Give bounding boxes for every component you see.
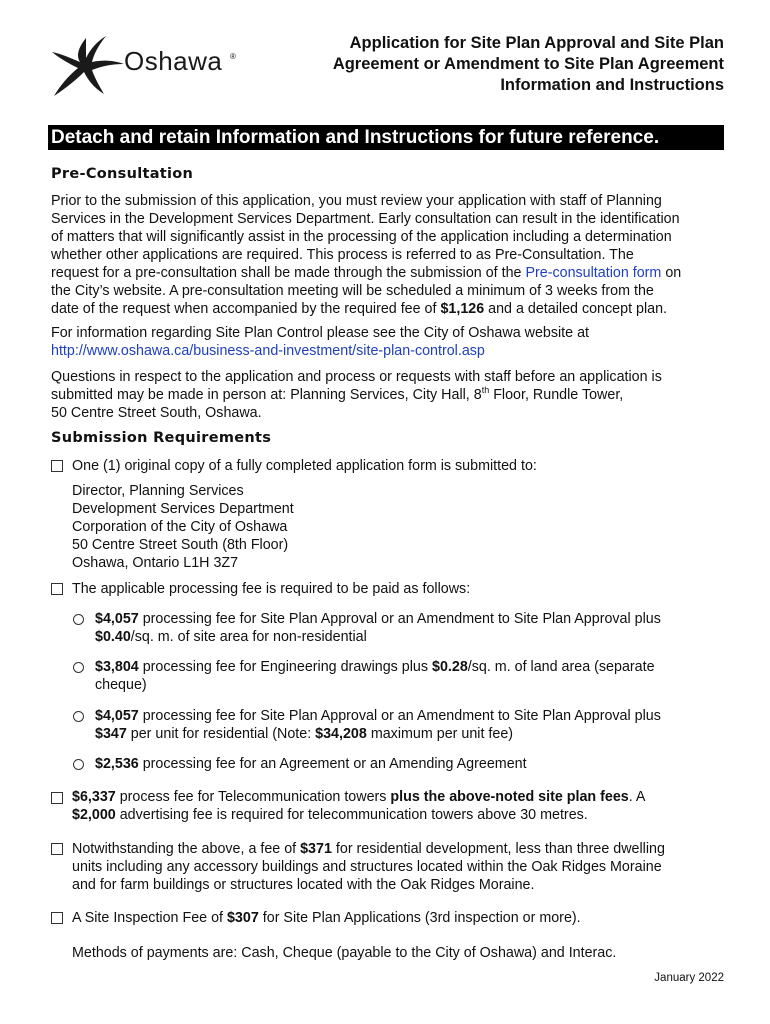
checkbox-telecom-towers[interactable] — [51, 792, 63, 804]
text-span: A Site Inspection Fee of — [72, 910, 227, 926]
title-line: Application for Site Plan Approval and Site Plan — [349, 34, 724, 52]
text-span: and a detailed concept plan. — [484, 301, 668, 317]
text-span: Notwithstanding the above, a fee of — [72, 841, 301, 857]
text-span: processing fee for an Agreement or an Amending Agreement — [138, 756, 527, 772]
text-line: Questions in respect to the application and process or requests with staff before an application is — [51, 369, 662, 385]
detach-banner: Detach and retain Information and Instructions for future reference. — [48, 125, 724, 150]
text-span: submitted may be made in person at: Planning Services, City Hall, 8 — [51, 387, 482, 403]
text-span: for Site Plan Applications (3rd inspection or more). — [258, 910, 581, 926]
text-line: Services in the Development Services Department. Early consultation can result in the identification — [51, 211, 680, 227]
fee-amount: $34,208 — [315, 726, 367, 742]
fee-amount: $307 — [226, 910, 259, 926]
text-line: For information regarding Site Plan Control please see the City of Oshawa website at — [51, 325, 589, 341]
text-line — [51, 300, 731, 318]
checkbox-original-copy[interactable] — [51, 460, 63, 472]
address-line: Development Services Department — [72, 501, 294, 517]
pre-consultation-heading: Pre-Consultation — [51, 166, 194, 182]
text-line: Methods of payments are: Cash, Cheque (payable to the City of Oshawa) and Interac. — [72, 945, 617, 961]
fee-amount: $0.40 — [95, 629, 131, 645]
radio-fee-agreement[interactable] — [73, 759, 84, 770]
radio-fee-site-plan-nonres[interactable] — [73, 614, 84, 625]
submission-requirements-heading: Submission Requirements — [51, 430, 272, 446]
text-span: /sq. m. of land area (separate — [467, 659, 655, 675]
text-line: whether other applications are required. This process is referred to as Pre-Consultation. The — [51, 247, 634, 263]
text-line: cheque) — [95, 677, 147, 693]
pre-consultation-paragraph — [51, 192, 731, 318]
text-span: request for a pre-consultation shall be made through the submission of the — [51, 265, 526, 281]
text-span: advertising fee is required for telecommunication towers above 30 metres. — [115, 807, 588, 823]
text-line — [51, 264, 731, 282]
text-span: processing fee for Site Plan Approval or an Amendment to Site Plan Approval plus — [138, 611, 661, 627]
site-plan-info-paragraph — [51, 324, 731, 360]
fee-amount: $4,057 — [95, 611, 139, 627]
logo-wordmark: Oshawa — [124, 46, 223, 76]
text-span: maximum per unit fee) — [366, 726, 514, 742]
text-line: of matters that will significantly assist in the processing of the application including a determination — [51, 229, 672, 245]
text-span: /sq. m. of site area for non-residential — [130, 629, 367, 645]
text-span: date of the request when accompanied by the required fee of — [51, 301, 441, 317]
oshawa-logo — [48, 30, 248, 100]
fee-amount: $0.28 — [432, 659, 468, 675]
text-line: Prior to the submission of this application, you must review your application with staff of Planning — [51, 193, 662, 209]
text-line — [51, 386, 731, 404]
fee-amount: $2,000 — [72, 807, 116, 823]
text-line: and for farm buildings or structures located with the Oak Ridges Moraine. — [72, 877, 535, 893]
superscript: th — [481, 385, 490, 396]
fee-agreement — [95, 755, 735, 773]
text-span: per unit for residential (Note: — [126, 726, 316, 742]
item-telecom-towers — [72, 788, 732, 824]
radio-fee-engineering[interactable] — [73, 662, 84, 673]
fee-amount: $6,337 — [72, 789, 116, 805]
text-line: units including any accessory buildings and structures located within the Oak Ridges Moraine — [72, 859, 662, 875]
radio-fee-site-plan-res[interactable] — [73, 711, 84, 722]
address-line: Oshawa, Ontario L1H 3Z7 — [72, 555, 239, 571]
pre-consultation-form-link[interactable]: Pre-consultation form — [525, 265, 662, 281]
fee-amount: $3,804 — [95, 659, 139, 675]
text-span: . A — [628, 789, 646, 805]
text-span: Floor, Rundle Tower, — [489, 387, 624, 403]
fee-amount: $371 — [300, 841, 332, 857]
pre-consultation-fee: $1,126 — [440, 301, 485, 317]
registered-mark: ® — [230, 52, 236, 61]
fee-engineering-drawings — [95, 658, 735, 694]
item-original-copy — [72, 457, 732, 475]
site-plan-control-link[interactable]: http://www.oshawa.ca/business-and-investment/site-plan-control.asp — [51, 343, 485, 359]
text-line: 50 Centre Street South, Oshawa. — [51, 405, 262, 421]
text-span: on — [661, 265, 682, 281]
text-line: The applicable processing fee is required to be paid as follows: — [72, 581, 471, 597]
mailing-address — [72, 482, 732, 572]
checkbox-oak-ridges[interactable] — [51, 843, 63, 855]
fee-site-plan-residential — [95, 707, 735, 743]
footer-date: January 2022 — [654, 972, 724, 984]
title-line: Agreement or Amendment to Site Plan Agreement — [332, 55, 724, 73]
item-oak-ridges — [72, 840, 732, 894]
text-line: One (1) original copy of a fully completed application form is submitted to: — [72, 458, 537, 474]
address-line: 50 Centre Street South (8th Floor) — [72, 537, 289, 553]
questions-paragraph — [51, 368, 731, 422]
text-line: the City’s website. A pre-consultation meeting will be scheduled a minimum of 3 weeks from the — [51, 283, 654, 299]
fee-amount: $2,536 — [95, 756, 139, 772]
title-line: Information and Instructions — [500, 76, 724, 94]
payment-methods — [72, 944, 732, 962]
text-span: processing fee for Site Plan Approval or an Amendment to Site Plan Approval plus — [138, 708, 661, 724]
text-span: process fee for Telecommunication towers — [115, 789, 391, 805]
address-line: Corporation of the City of Oshawa — [72, 519, 288, 535]
oshawa-star-icon — [48, 30, 128, 100]
fee-amount: $347 — [95, 726, 127, 742]
checkbox-site-inspection[interactable] — [51, 912, 63, 924]
address-line: Director, Planning Services — [72, 483, 244, 499]
text-span: processing fee for Engineering drawings plus — [138, 659, 432, 675]
document-title — [284, 33, 724, 96]
item-site-inspection — [72, 909, 732, 927]
text-span: for residential development, less than three dwelling — [331, 841, 665, 857]
emphasis-text: plus the above-noted site plan fees — [390, 789, 629, 805]
item-processing-fee — [72, 580, 732, 598]
fee-site-plan-nonresidential — [95, 610, 735, 646]
fee-amount: $4,057 — [95, 708, 139, 724]
checkbox-processing-fee[interactable] — [51, 583, 63, 595]
